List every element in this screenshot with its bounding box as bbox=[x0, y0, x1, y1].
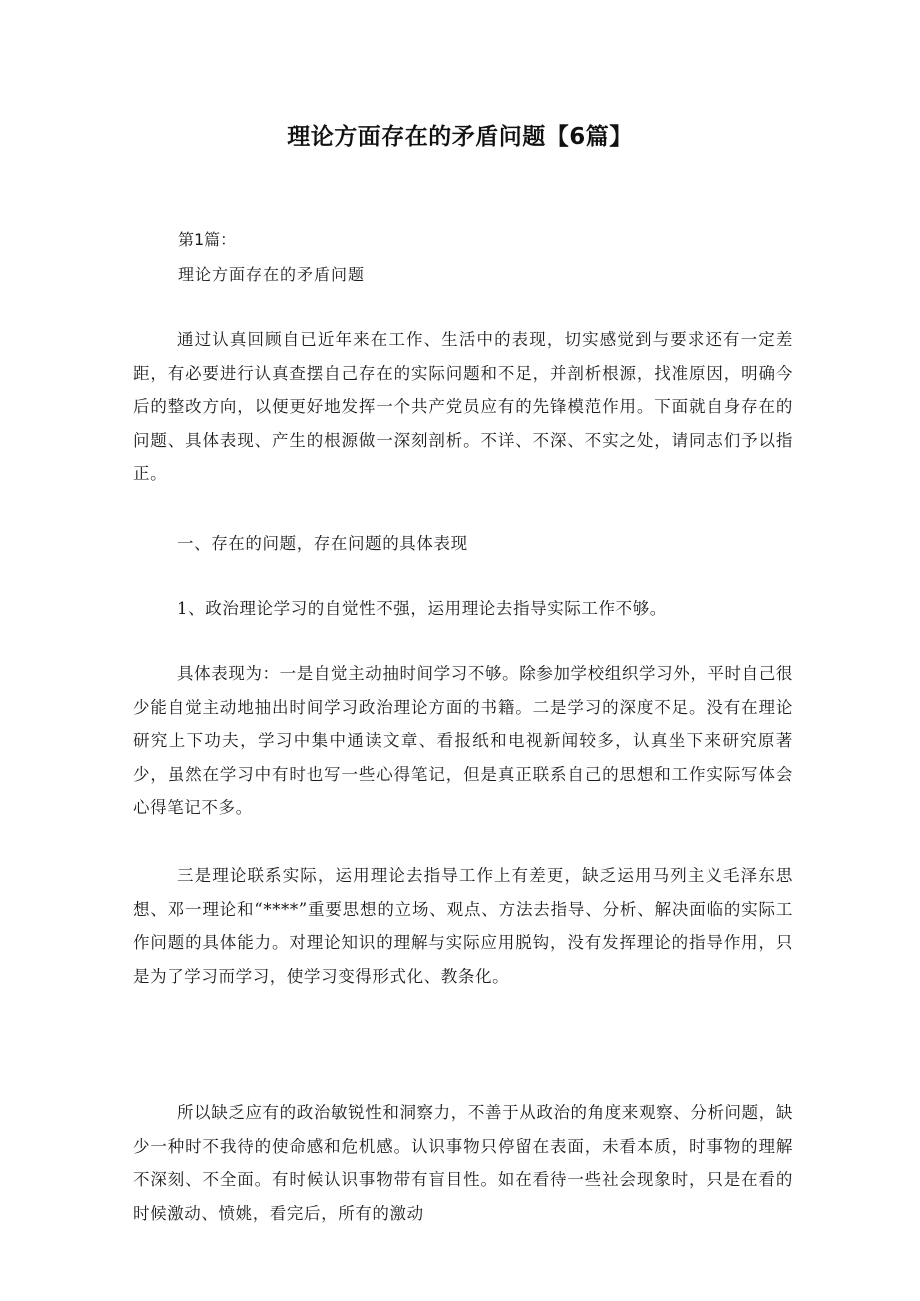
section-subtitle: 理论方面存在的矛盾问题 bbox=[178, 265, 366, 284]
intro-paragraph: 通过认真回顾自已近年来在工作、生活中的表现，切实感觉到与要求还有一定差距，有必要进行认真查摆自己存在的实际问题和不足，并剖析根源，找准原因，明确今后的整改方向，以便更好地发挥一个共产党员应有的先锋模范作用。下面就自身存在的问题、具体表现、产生的根源做一深刻剖析。不详、不深、不实之处，请同志们予以指正。 bbox=[133, 330, 793, 483]
detail-paragraph-2: 三是理论联系实际，运用理论去指导工作上有差更，缺乏运用马列主义毛泽东思想、邓一理论和“****”重要思想的立场、观点、方法去指导、分析、解决面临的实际工作问题的具体能力。对理论知识的理解与实际应用脱钩，没有发挥理论的指导作用，只是为了学习而学习，使学习变得形式化、教条化。 bbox=[133, 866, 793, 986]
detail-paragraph-3: 所以缺乏应有的政治敏锐性和洞察力，不善于从政治的角度来观察、分析问题，缺少一种时不我待的使命感和危机感。认识事物只停留在表面，未看本质，时事物的理解不深刻、不全面。有时候认识事物带有盲目性。如在看待一些社会现象时，只是在看的时候激动、愤姚，看完后，所有的激动 bbox=[133, 1103, 793, 1223]
document-title: 理论方面存在的矛盾问题【6篇】 bbox=[287, 124, 633, 150]
heading-theory-study: 1、政治理论学习的自觉性不强，运用理论去指导实际工作不够。 bbox=[177, 599, 667, 618]
detail-paragraph-1: 具体表现为：一是自觉主动抽时间学习不够。除参加学校组织学习外，平时自己很少能自觉主动地抽出时间学习政治理论方面的书籍。二是学习的深度不足。没有在理论研究上下功夫，学习中集中通读文章、看报纸和电视新闻较多，认真坐下来研究原著少，虽然在学习中有时也写一些心得笔记，但是真正联系自己的思想和工作实际写体会心得笔记不多。 bbox=[133, 664, 793, 817]
section-label: 第1篇： bbox=[178, 230, 237, 249]
heading-problems: 一、存在的问题，存在问题的具体表现 bbox=[177, 534, 468, 553]
